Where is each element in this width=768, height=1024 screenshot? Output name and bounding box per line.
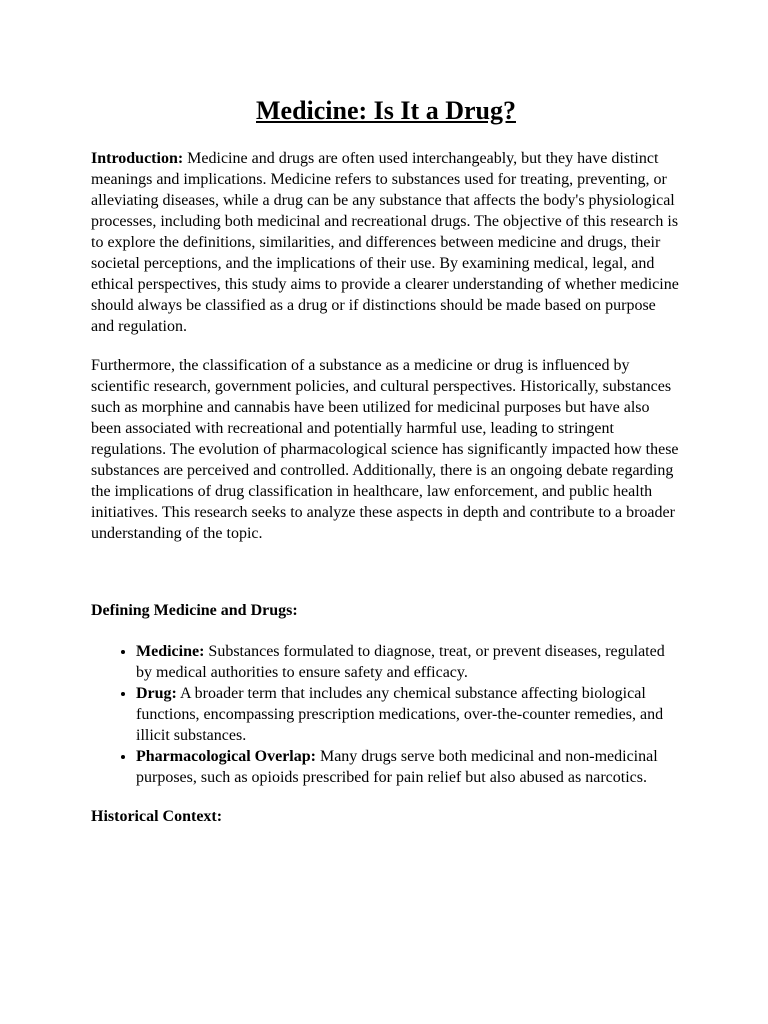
list-item-text: Substances formulated to diagnose, treat, or prevent diseases, regulated by medical authorities to ensure safety and efficacy.	[136, 643, 665, 681]
list-item-term: Drug:	[136, 685, 177, 702]
list-item-term: Medicine:	[136, 643, 205, 660]
list-item	[136, 683, 681, 746]
list-item-text: A broader term that includes any chemical substance affecting biological functions, encompassing prescription medications, over-the-counter remedies, and illicit substances.	[136, 685, 664, 744]
list-item-text: Many drugs serve both medicinal and non-medicinal purposes, such as opioids prescribed for pain relief but also abused as narcotics.	[136, 748, 658, 786]
document-title: Medicine: Is It a Drug?	[256, 96, 516, 125]
definitions-list	[91, 641, 681, 788]
spacer	[91, 562, 681, 600]
document-page	[91, 96, 681, 847]
list-item-term: Pharmacological Overlap:	[136, 748, 316, 765]
section-heading-historical: Historical Context:	[91, 808, 223, 825]
intro-paragraph	[91, 148, 681, 337]
section-heading-defining: Defining Medicine and Drugs:	[91, 602, 298, 619]
paragraph-2: Furthermore, the classification of a substance as a medicine or drug is influenced by scientific research, government policies, and cultural perspectives. Historically, substances such as morphine and cannabis have been utilized for medicinal purposes but have also been associated with recreational and potentially harmful use, leading to stringent regulations. The evolution of pharmacological science has significantly impacted how these substances are perceived and controlled. Additionally, there is an ongoing debate regarding the implications of drug classification in healthcare, law enforcement, and public health initiatives. This research seeks to analyze these aspects in depth and contribute to a broader understanding of the topic.	[91, 357, 679, 542]
intro-label: Introduction:	[91, 150, 184, 167]
intro-text: Medicine and drugs are often used interchangeably, but they have distinct meanings and implications. Medicine refers to substances used for treating, preventing, or alleviating diseases, while a drug can be any substance that affects the body's physiological processes, including both medicinal and recreational drugs. The objective of this research is to explore the definitions, similarities, and differences between medicine and drugs, their societal perceptions, and the implications of their use. By examining medical, legal, and ethical perspectives, this study aims to provide a clearer understanding of whether medicine should always be classified as a drug or if distinctions should be made based on purpose and regulation.	[91, 150, 679, 335]
list-item	[136, 746, 681, 788]
list-item	[136, 641, 681, 683]
